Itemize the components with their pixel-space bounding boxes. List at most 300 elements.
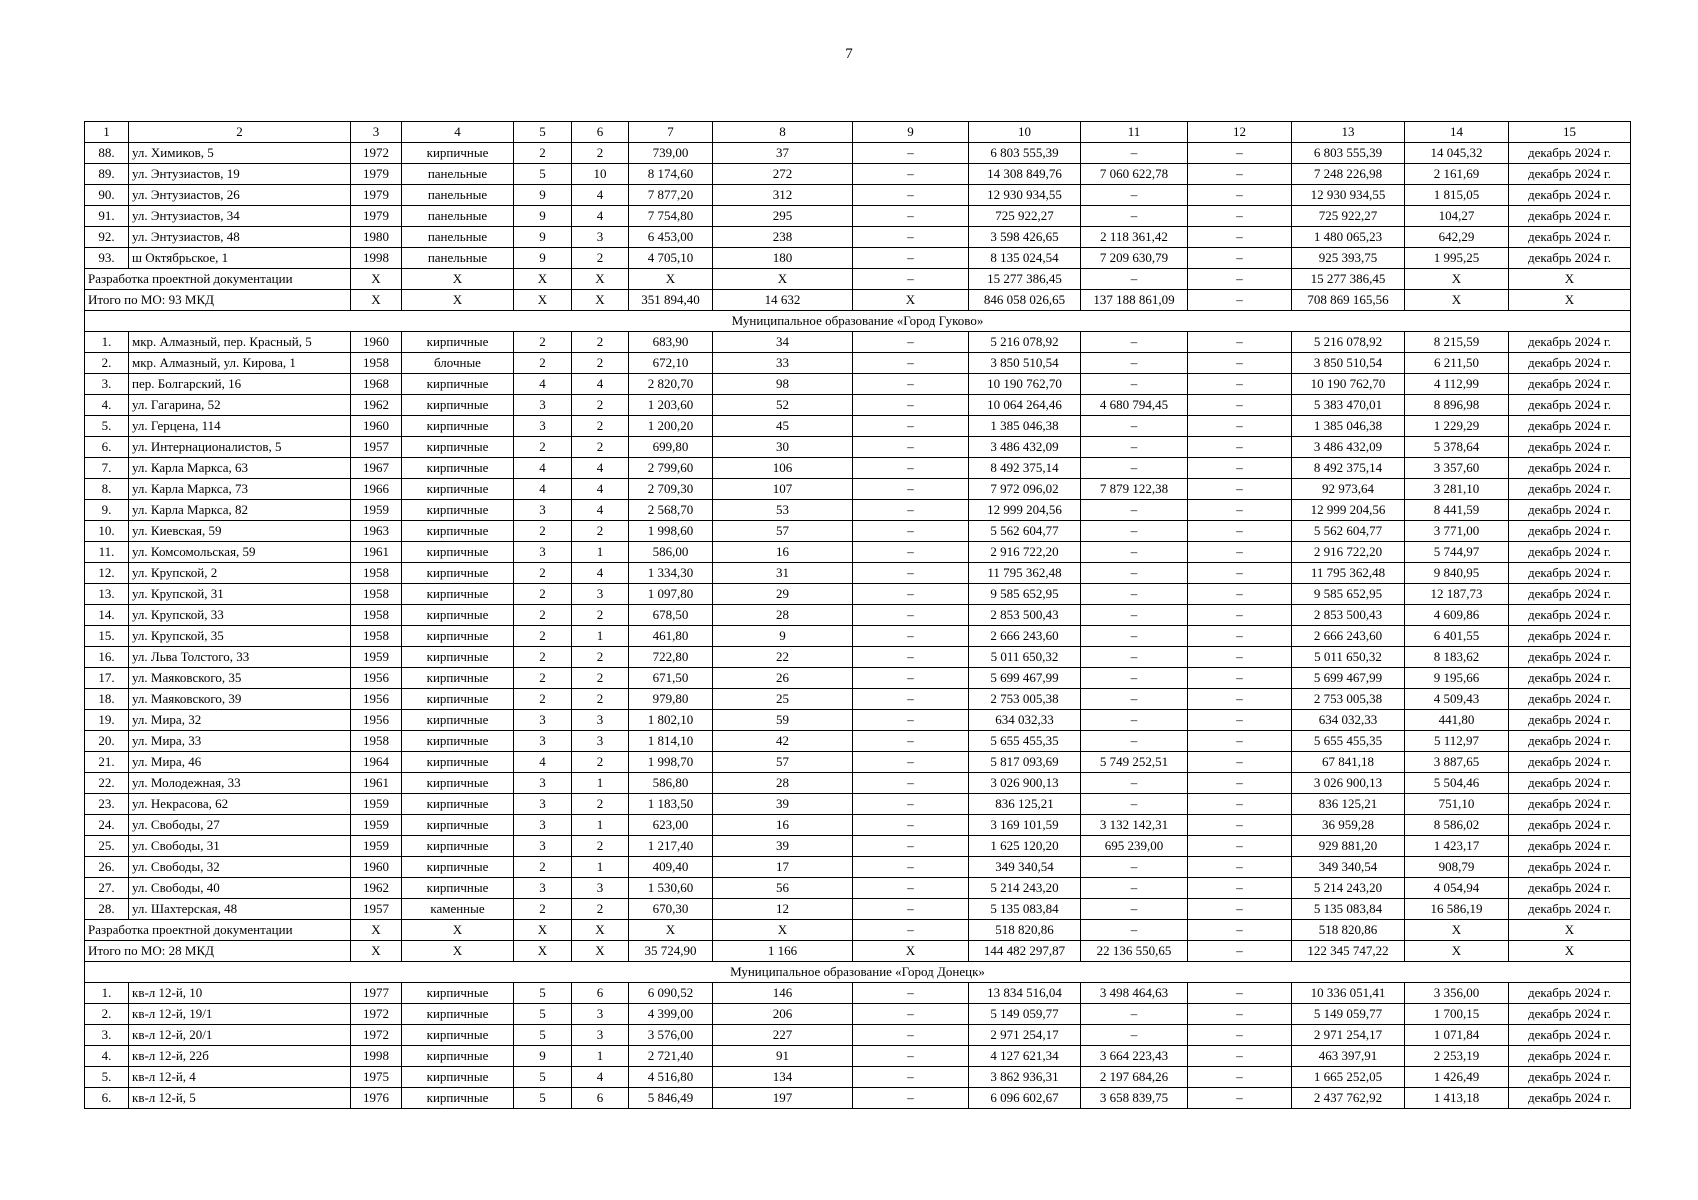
summary-cell: 1 166	[713, 941, 853, 962]
table-cell: декабрь 2024 г.	[1509, 521, 1631, 542]
table-cell: 6 803 555,39	[969, 143, 1081, 164]
table-cell: 2 820,70	[629, 374, 713, 395]
table-cell: –	[1081, 899, 1188, 920]
table-cell: декабрь 2024 г.	[1509, 878, 1631, 899]
summary-cell: X	[572, 269, 629, 290]
header-cell: 5	[514, 122, 572, 143]
table-cell: 28.	[85, 899, 129, 920]
table-cell: 3 862 936,31	[969, 1067, 1081, 1088]
table-cell: 1962	[351, 395, 402, 416]
summary-cell: 846 058 026,65	[969, 290, 1081, 311]
table-cell: 3	[514, 395, 572, 416]
table-cell: кирпичные	[402, 710, 514, 731]
table-cell: 53	[713, 500, 853, 521]
table-cell: 2	[514, 899, 572, 920]
table-cell: 7 248 226,98	[1292, 164, 1405, 185]
table-cell: 1962	[351, 878, 402, 899]
table-row	[85, 626, 1631, 647]
table-cell: 3 486 432,09	[1292, 437, 1405, 458]
table-cell: 2	[514, 857, 572, 878]
table-cell: 1976	[351, 1088, 402, 1109]
table-cell: 1	[572, 1046, 629, 1067]
table-cell: 89.	[85, 164, 129, 185]
table-cell: декабрь 2024 г.	[1509, 164, 1631, 185]
table-cell: декабрь 2024 г.	[1509, 1067, 1631, 1088]
table-cell: 3 850 510,54	[969, 353, 1081, 374]
table-cell: 3 658 839,75	[1081, 1088, 1188, 1109]
table-cell: –	[853, 752, 969, 773]
table-cell: 1958	[351, 584, 402, 605]
summary-cell: X	[629, 269, 713, 290]
table-cell: 1.	[85, 332, 129, 353]
table-cell: 1961	[351, 542, 402, 563]
summary-cell: –	[1188, 941, 1292, 962]
table-row	[85, 794, 1631, 815]
table-cell: –	[1081, 374, 1188, 395]
table-cell: 9 840,95	[1405, 563, 1509, 584]
table-cell: 7 060 622,78	[1081, 164, 1188, 185]
table-cell: 1 334,30	[629, 563, 713, 584]
table-cell: –	[1081, 500, 1188, 521]
table-cell: 1966	[351, 479, 402, 500]
table-cell: 3	[514, 878, 572, 899]
table-cell: декабрь 2024 г.	[1509, 689, 1631, 710]
table-cell: декабрь 2024 г.	[1509, 332, 1631, 353]
table-cell: –	[1081, 332, 1188, 353]
table-cell: 5 383 470,01	[1292, 395, 1405, 416]
table-cell: декабрь 2024 г.	[1509, 353, 1631, 374]
table-cell: 3	[514, 542, 572, 563]
table-cell: 3 169 101,59	[969, 815, 1081, 836]
table-cell: –	[1188, 521, 1292, 542]
table-cell: 1959	[351, 794, 402, 815]
table-row	[85, 227, 1631, 248]
table-cell: 6	[572, 983, 629, 1004]
table-cell: 1967	[351, 458, 402, 479]
table-cell: –	[853, 1025, 969, 1046]
table-cell: 15.	[85, 626, 129, 647]
summary-cell: X	[351, 920, 402, 941]
table-cell: 9 585 652,95	[1292, 584, 1405, 605]
table-cell: кирпичные	[402, 143, 514, 164]
table-row	[85, 836, 1631, 857]
table-cell: кирпичные	[402, 1088, 514, 1109]
table-cell: 3.	[85, 1025, 129, 1046]
table-cell: 45	[713, 416, 853, 437]
table-cell: декабрь 2024 г.	[1509, 605, 1631, 626]
table-cell: –	[853, 983, 969, 1004]
summary-cell: X	[351, 941, 402, 962]
table-cell: 2 666 243,60	[969, 626, 1081, 647]
table-cell: 463 397,91	[1292, 1046, 1405, 1067]
table-cell: 2	[572, 836, 629, 857]
table-cell: декабрь 2024 г.	[1509, 710, 1631, 731]
header-cell: 7	[629, 122, 713, 143]
table-cell: –	[1081, 1025, 1188, 1046]
table-cell: декабрь 2024 г.	[1509, 857, 1631, 878]
section-title: Муниципальное образование «Город Донецк»	[85, 962, 1631, 983]
table-row	[85, 1088, 1631, 1109]
table-cell: 12	[713, 899, 853, 920]
summary-cell: 35 724,90	[629, 941, 713, 962]
table-cell: 441,80	[1405, 710, 1509, 731]
summary-cell: X	[1509, 290, 1631, 311]
table-cell: 1 203,60	[629, 395, 713, 416]
table-cell: 7 877,20	[629, 185, 713, 206]
table-cell: –	[1188, 752, 1292, 773]
table-cell: 8 183,62	[1405, 647, 1509, 668]
table-cell: кирпичные	[402, 731, 514, 752]
table-cell: 10 336 051,41	[1292, 983, 1405, 1004]
address-cell: ул. Герцена, 114	[129, 416, 351, 437]
table-row	[85, 458, 1631, 479]
table-cell: 586,80	[629, 773, 713, 794]
address-cell: ул. Гагарина, 52	[129, 395, 351, 416]
table-cell: 2	[514, 584, 572, 605]
table-cell: 5	[514, 1088, 572, 1109]
table-row	[85, 773, 1631, 794]
table-cell: 5 378,64	[1405, 437, 1509, 458]
table-cell: –	[1188, 605, 1292, 626]
table-cell: 5 562 604,77	[969, 521, 1081, 542]
header-cell: 9	[853, 122, 969, 143]
table-cell: 1957	[351, 437, 402, 458]
table-cell: –	[1081, 458, 1188, 479]
table-cell: 7 754,80	[629, 206, 713, 227]
table-cell: 695 239,00	[1081, 836, 1188, 857]
table-cell: декабрь 2024 г.	[1509, 374, 1631, 395]
table-cell: 1960	[351, 857, 402, 878]
table-cell: –	[853, 227, 969, 248]
table-cell: 670,30	[629, 899, 713, 920]
table-cell: –	[853, 332, 969, 353]
table-cell: 6.	[85, 437, 129, 458]
table-cell: декабрь 2024 г.	[1509, 563, 1631, 584]
table-cell: 4 054,94	[1405, 878, 1509, 899]
summary-cell: 15 277 386,45	[1292, 269, 1405, 290]
address-cell: ул. Маяковского, 39	[129, 689, 351, 710]
table-cell: 1959	[351, 500, 402, 521]
table-row	[85, 437, 1631, 458]
table-cell: –	[1188, 668, 1292, 689]
summary-cell: X	[853, 941, 969, 962]
table-cell: 3	[514, 794, 572, 815]
table-cell: 5 216 078,92	[969, 332, 1081, 353]
summary-cell: X	[629, 920, 713, 941]
table-cell: 29	[713, 584, 853, 605]
summary-row	[85, 269, 1631, 290]
table-cell: 2 853 500,43	[969, 605, 1081, 626]
summary-cell: –	[1188, 269, 1292, 290]
table-cell: 23.	[85, 794, 129, 815]
summary-cell: 518 820,86	[969, 920, 1081, 941]
table-cell: –	[853, 143, 969, 164]
summary-label: Итого по МО: 28 МКД	[85, 941, 351, 962]
table-cell: 2.	[85, 353, 129, 374]
table-cell: 3 576,00	[629, 1025, 713, 1046]
table-cell: 31	[713, 563, 853, 584]
table-cell: 1 200,20	[629, 416, 713, 437]
table-row	[85, 353, 1631, 374]
table-cell: –	[853, 458, 969, 479]
table-cell: 5	[514, 1025, 572, 1046]
table-cell: 4	[514, 752, 572, 773]
table-cell: 5 699 467,99	[1292, 668, 1405, 689]
table-cell: декабрь 2024 г.	[1509, 227, 1631, 248]
table-cell: 3 356,00	[1405, 983, 1509, 1004]
table-cell: 3 026 900,13	[1292, 773, 1405, 794]
table-cell: 3	[572, 584, 629, 605]
table-cell: кирпичные	[402, 542, 514, 563]
table-cell: 722,80	[629, 647, 713, 668]
table-cell: 4	[572, 458, 629, 479]
table-cell: 3	[514, 710, 572, 731]
table-cell: –	[853, 395, 969, 416]
table-cell: 98	[713, 374, 853, 395]
table-cell: 2	[572, 416, 629, 437]
table-cell: 409,40	[629, 857, 713, 878]
address-cell: ул. Крупской, 35	[129, 626, 351, 647]
summary-cell: 122 345 747,22	[1292, 941, 1405, 962]
table-cell: –	[1081, 668, 1188, 689]
table-cell: 4 399,00	[629, 1004, 713, 1025]
table-cell: 1957	[351, 899, 402, 920]
table-cell: 4	[572, 206, 629, 227]
table-cell: –	[853, 1088, 969, 1109]
table-cell: 28	[713, 773, 853, 794]
table-cell: декабрь 2024 г.	[1509, 248, 1631, 269]
table-cell: 27.	[85, 878, 129, 899]
table-cell: 2 753 005,38	[1292, 689, 1405, 710]
table-cell: 13.	[85, 584, 129, 605]
summary-cell: 708 869 165,56	[1292, 290, 1405, 311]
table-cell: 36 959,28	[1292, 815, 1405, 836]
table-row	[85, 521, 1631, 542]
table-cell: 2	[514, 332, 572, 353]
table-cell: 3	[572, 1025, 629, 1046]
table-cell: декабрь 2024 г.	[1509, 1025, 1631, 1046]
summary-cell: X	[713, 920, 853, 941]
table-cell: 9	[514, 248, 572, 269]
table-cell: –	[1188, 689, 1292, 710]
summary-cell: X	[1509, 920, 1631, 941]
address-cell: ул. Мира, 46	[129, 752, 351, 773]
table-cell: 5 214 243,20	[1292, 878, 1405, 899]
summary-cell: X	[351, 269, 402, 290]
table-cell: кирпичные	[402, 773, 514, 794]
table-cell: –	[1081, 353, 1188, 374]
table-row	[85, 374, 1631, 395]
table-cell: 5 817 093,69	[969, 752, 1081, 773]
summary-cell: X	[572, 920, 629, 941]
table-row	[85, 143, 1631, 164]
table-cell: 3	[572, 227, 629, 248]
table-cell: 2	[572, 437, 629, 458]
table-cell: 1 802,10	[629, 710, 713, 731]
address-cell: мкр. Алмазный, ул. Кирова, 1	[129, 353, 351, 374]
table-cell: декабрь 2024 г.	[1509, 416, 1631, 437]
summary-cell: –	[1081, 269, 1188, 290]
table-cell: 5	[514, 983, 572, 1004]
table-cell: 1972	[351, 1025, 402, 1046]
table-cell: 1 665 252,05	[1292, 1067, 1405, 1088]
table-cell: 3	[572, 731, 629, 752]
summary-cell: X	[514, 920, 572, 941]
table-row	[85, 689, 1631, 710]
address-cell: ул. Мира, 32	[129, 710, 351, 731]
table-cell: 9	[713, 626, 853, 647]
table-cell: 57	[713, 752, 853, 773]
table-cell: декабрь 2024 г.	[1509, 143, 1631, 164]
table-cell: 26	[713, 668, 853, 689]
table-cell: 5.	[85, 1067, 129, 1088]
table-cell: –	[1188, 584, 1292, 605]
table-cell: 5 135 083,84	[1292, 899, 1405, 920]
table-cell: –	[1081, 143, 1188, 164]
table-cell: 751,10	[1405, 794, 1509, 815]
table-cell: 206	[713, 1004, 853, 1025]
table-cell: –	[1188, 542, 1292, 563]
table-cell: 10 190 762,70	[969, 374, 1081, 395]
table-cell: –	[1188, 647, 1292, 668]
table-cell: декабрь 2024 г.	[1509, 773, 1631, 794]
table-cell: декабрь 2024 г.	[1509, 458, 1631, 479]
table-cell: 2	[514, 437, 572, 458]
table-cell: 180	[713, 248, 853, 269]
table-cell: 1956	[351, 689, 402, 710]
table-cell: 3 281,10	[1405, 479, 1509, 500]
table-cell: –	[853, 185, 969, 206]
table-cell: 634 032,33	[1292, 710, 1405, 731]
section-title: Муниципальное образование «Город Гуково»	[85, 311, 1631, 332]
table-cell: 9	[514, 227, 572, 248]
table-cell: –	[1188, 206, 1292, 227]
table-cell: –	[1188, 185, 1292, 206]
summary-cell: X	[402, 920, 514, 941]
table-cell: 3	[514, 773, 572, 794]
table-cell: 197	[713, 1088, 853, 1109]
table-cell: 5 699 467,99	[969, 668, 1081, 689]
table-cell: кирпичные	[402, 647, 514, 668]
table-cell: –	[853, 164, 969, 185]
table-cell: –	[1188, 794, 1292, 815]
table-cell: 134	[713, 1067, 853, 1088]
table-cell: 146	[713, 983, 853, 1004]
table-cell: 1	[572, 815, 629, 836]
table-cell: 12 999 204,56	[969, 500, 1081, 521]
table-cell: 4 516,80	[629, 1067, 713, 1088]
table-row	[85, 647, 1631, 668]
table-cell: 1 183,50	[629, 794, 713, 815]
table-cell: 14 308 849,76	[969, 164, 1081, 185]
table-cell: декабрь 2024 г.	[1509, 731, 1631, 752]
table-cell: 10 064 264,46	[969, 395, 1081, 416]
table-row	[85, 899, 1631, 920]
table-row	[85, 752, 1631, 773]
table-cell: 699,80	[629, 437, 713, 458]
table-cell: 979,80	[629, 689, 713, 710]
table-cell: 67 841,18	[1292, 752, 1405, 773]
table-cell: 5 216 078,92	[1292, 332, 1405, 353]
table-cell: 3 486 432,09	[969, 437, 1081, 458]
table-cell: 2	[514, 143, 572, 164]
table-cell: 1980	[351, 227, 402, 248]
table-row	[85, 332, 1631, 353]
table-cell: 30	[713, 437, 853, 458]
table-cell: –	[853, 836, 969, 857]
summary-cell: X	[1509, 269, 1631, 290]
table-cell: –	[853, 647, 969, 668]
table-cell: 42	[713, 731, 853, 752]
page-number: 7	[845, 46, 853, 62]
table-cell: 739,00	[629, 143, 713, 164]
table-cell: 3	[572, 878, 629, 899]
table-cell: 5.	[85, 416, 129, 437]
table-cell: 1977	[351, 983, 402, 1004]
address-cell: ул. Свободы, 27	[129, 815, 351, 836]
table-row	[85, 668, 1631, 689]
address-cell: мкр. Алмазный, пер. Красный, 5	[129, 332, 351, 353]
table-cell: панельные	[402, 164, 514, 185]
summary-cell: X	[1405, 941, 1509, 962]
table-cell: –	[853, 815, 969, 836]
table-cell: декабрь 2024 г.	[1509, 794, 1631, 815]
table-row	[85, 584, 1631, 605]
header-cell: 1	[85, 122, 129, 143]
table-cell: 4	[572, 1067, 629, 1088]
table-cell: 16 586,19	[1405, 899, 1509, 920]
table-cell: 5	[514, 1004, 572, 1025]
summary-cell: 137 188 861,09	[1081, 290, 1188, 311]
summary-label: Разработка проектной документации	[85, 269, 351, 290]
table-cell: 4	[572, 563, 629, 584]
table-cell: 2	[572, 332, 629, 353]
header-cell: 12	[1188, 122, 1292, 143]
table-cell: 12 930 934,55	[1292, 185, 1405, 206]
table-cell: 26.	[85, 857, 129, 878]
table-cell: 6 803 555,39	[1292, 143, 1405, 164]
table-cell: 238	[713, 227, 853, 248]
table-cell: кирпичные	[402, 374, 514, 395]
table-cell: 2 916 722,20	[969, 542, 1081, 563]
table-cell: 91	[713, 1046, 853, 1067]
table-cell: 1960	[351, 332, 402, 353]
table-cell: 7.	[85, 458, 129, 479]
table-cell: кирпичные	[402, 1004, 514, 1025]
table-cell: 3	[514, 731, 572, 752]
table-row	[85, 395, 1631, 416]
table-cell: 2	[514, 689, 572, 710]
table-cell: 3	[572, 710, 629, 731]
table-cell: 8.	[85, 479, 129, 500]
housing-table	[84, 121, 1631, 1109]
address-cell: ул. Энтузиастов, 34	[129, 206, 351, 227]
table-cell: 2	[514, 647, 572, 668]
address-cell: ул. Киевская, 59	[129, 521, 351, 542]
table-cell: 4	[572, 374, 629, 395]
table-cell: 2	[572, 668, 629, 689]
address-cell: кв-л 12-й, 10	[129, 983, 351, 1004]
table-cell: 1	[572, 542, 629, 563]
table-cell: 1968	[351, 374, 402, 395]
table-cell: кирпичные	[402, 605, 514, 626]
table-cell: 2 799,60	[629, 458, 713, 479]
address-cell: ул. Свободы, 32	[129, 857, 351, 878]
table-cell: 5 655 455,35	[969, 731, 1081, 752]
table-cell: декабрь 2024 г.	[1509, 752, 1631, 773]
table-cell: 2 853 500,43	[1292, 605, 1405, 626]
table-cell: 2	[572, 521, 629, 542]
